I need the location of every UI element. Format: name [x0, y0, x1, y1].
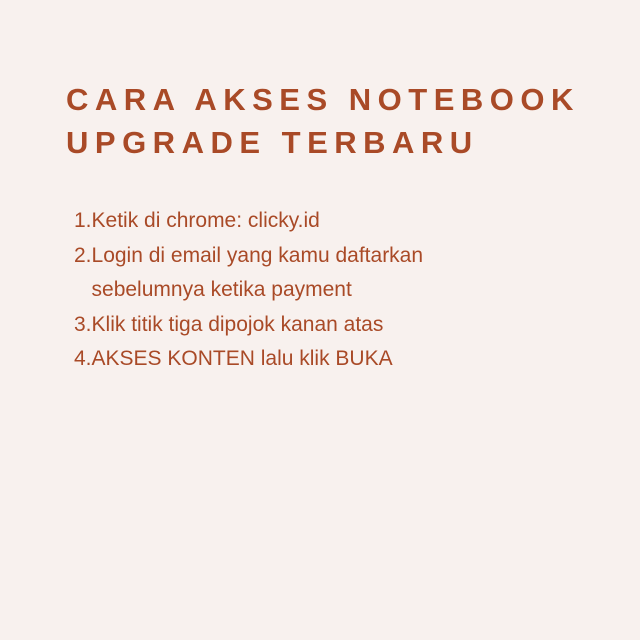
step-item-1 [74, 204, 514, 239]
page-title-line-2: UPGRADE TERBARU [66, 125, 479, 160]
step-item-3 [74, 308, 514, 343]
step-text-line: Klik titik tiga dipojok kanan atas [91, 312, 384, 336]
step-text [92, 342, 514, 377]
page-title-line-1: CARA AKSES NOTEBOOK [66, 82, 580, 117]
step-number: 1. [74, 209, 92, 232]
step-text [92, 308, 514, 343]
step-item-2 [74, 239, 514, 308]
step-text-line: Login di email yang kamu daftarkan [91, 243, 424, 267]
step-number: 2. [74, 243, 92, 267]
step-text-line: Ketik di chrome: clicky.id [91, 209, 320, 232]
step-item-4 [74, 342, 514, 377]
step-text-line: AKSES KONTEN lalu klik BUKA [91, 347, 393, 370]
step-text [92, 239, 514, 308]
step-number: 4. [74, 347, 92, 370]
steps-list [74, 204, 514, 377]
step-text [92, 204, 514, 239]
step-text-line: sebelumnya ketika payment [91, 278, 352, 301]
step-number: 3. [74, 312, 92, 336]
page-title [66, 78, 580, 164]
